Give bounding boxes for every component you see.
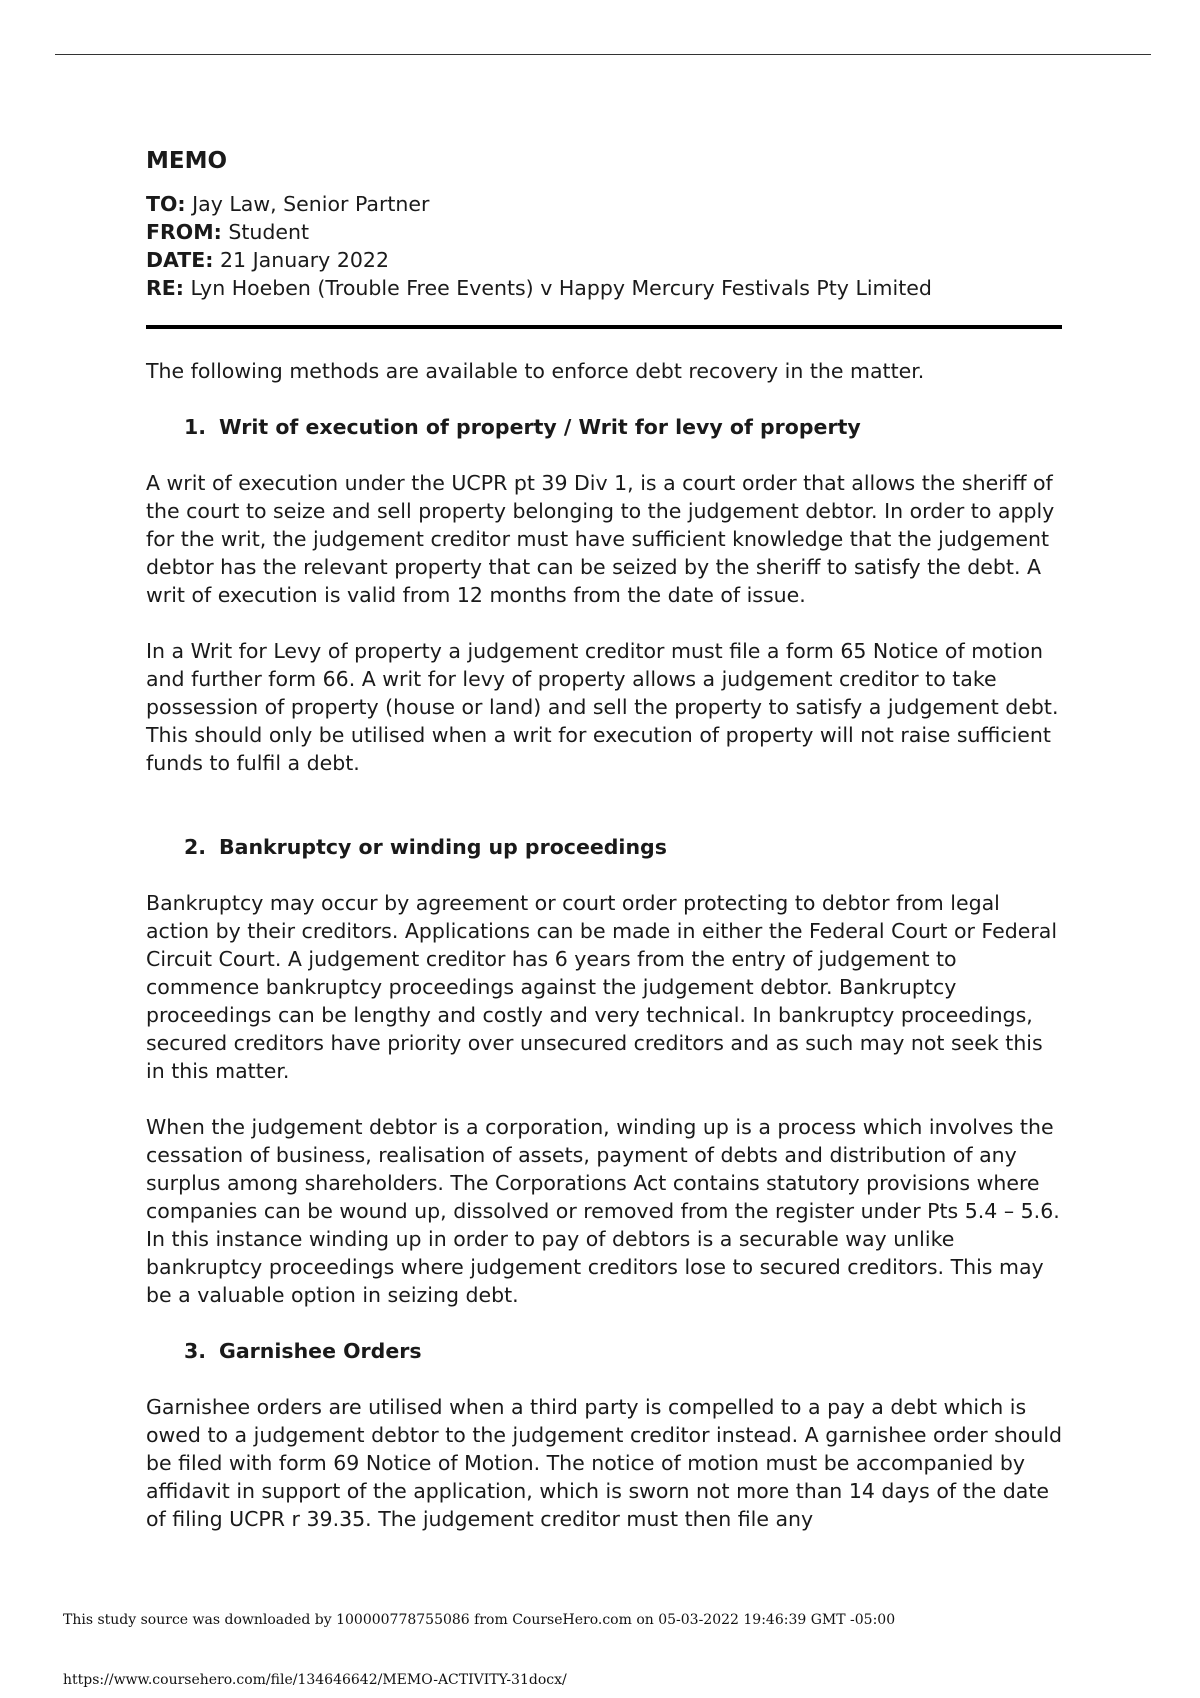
intro-paragraph: The following methods are available to enforce debt recovery in the matter. <box>146 359 925 383</box>
section-title: Writ of execution of property / Writ for levy of property <box>219 415 861 439</box>
memo-to-line <box>146 190 1066 218</box>
memo-document <box>146 146 1066 1533</box>
section-title: Garnishee Orders <box>219 1339 422 1363</box>
section-number: 3. <box>184 1339 207 1363</box>
date-label: DATE: <box>146 248 214 272</box>
section-number: 2. <box>184 835 207 859</box>
to-value: Jay Law, Senior Partner <box>185 192 430 216</box>
section-number: 1. <box>184 415 207 439</box>
section-heading-bankruptcy <box>146 833 1066 861</box>
memo-from-line <box>146 218 1066 246</box>
header-divider <box>146 325 1062 329</box>
section-title: Bankruptcy or winding up proceedings <box>219 835 667 859</box>
section-heading-writ <box>146 413 1066 441</box>
paragraph-writ-levy: In a Writ for Levy of property a judgement creditor must file a form 65 Notice of motion and further form 66. A writ for levy of property allows a judgement creditor to take possession of property (house or land) and sell the property to satisfy a judgement debt. This should only be utilised when a writ for execution of property will not raise sufficient funds to fulfil a debt. <box>146 639 1059 775</box>
memo-re-line <box>146 274 1066 302</box>
to-label: TO: <box>146 192 186 216</box>
date-value: 21 January 2022 <box>213 248 390 272</box>
paragraph-winding-up: When the judgement debtor is a corporation, winding up is a process which involves the cessation of business, realisation of assets, payment of debts and distribution of any surplus among shareholders. The Corporations Act contains statutory provisions where companies can be wound up, dissolved or removed from the register under Pts 5.4 – 5.6. In this instance winding up in order to pay of debtors is a securable way unlike bankruptcy proceedings where judgement creditors lose to secured creditors. This may be a valuable option in seizing debt. <box>146 1115 1060 1307</box>
top-divider <box>55 54 1151 55</box>
from-value: Student <box>221 220 310 244</box>
paragraph-bankruptcy: Bankruptcy may occur by agreement or court order protecting to debtor from legal action by their creditors. Applications can be made in either the Federal Court or Federal Circuit Court. A judgement creditor has 6 years from the entry of judgement to commence bankruptcy proceedings against the judgement debtor. Bankruptcy proceedings can be lengthy and costly and very technical. In bankruptcy proceedings, secured creditors have priority over unsecured creditors and as such may not seek this in this matter. <box>146 891 1058 1083</box>
from-label: FROM: <box>146 220 222 244</box>
re-value: Lyn Hoeben (Trouble Free Events) v Happy Mercury Festivals Pty Limited <box>184 276 932 300</box>
source-url[interactable]: https://www.coursehero.com/file/134646642/MEMO-ACTIVITY-31docx/ <box>63 1672 567 1688</box>
memo-title: MEMO <box>146 148 228 174</box>
paragraph-garnishee: Garnishee orders are utilised when a third party is compelled to a pay a debt which is owed to a judgement debtor to the judgement creditor instead. A garnishee order should be filed with form 69 Notice of Motion. The notice of motion must be accompanied by affidavit in support of the application, which is sworn not more than 14 days of the date of filing UCPR r 39.35. The judgement creditor must then file any <box>146 1395 1063 1531</box>
section-heading-garnishee <box>146 1337 1066 1365</box>
download-source-note: This study source was downloaded by 100000778755086 from CourseHero.com on 05-03-2022 19:46:39 GMT -05:00 <box>63 1612 896 1628</box>
re-label: RE: <box>146 276 184 300</box>
paragraph-writ-execution: A writ of execution under the UCPR pt 39 Div 1, is a court order that allows the sheriff of the court to seize and sell property belonging to the judgement debtor. In order to apply for the writ, the judgement creditor must have sufficient knowledge that the judgement debtor has the relevant property that can be seized by the sheriff to satisfy the debt. A writ of execution is valid from 12 months from the date of issue. <box>146 471 1055 607</box>
memo-date-line <box>146 246 1066 274</box>
